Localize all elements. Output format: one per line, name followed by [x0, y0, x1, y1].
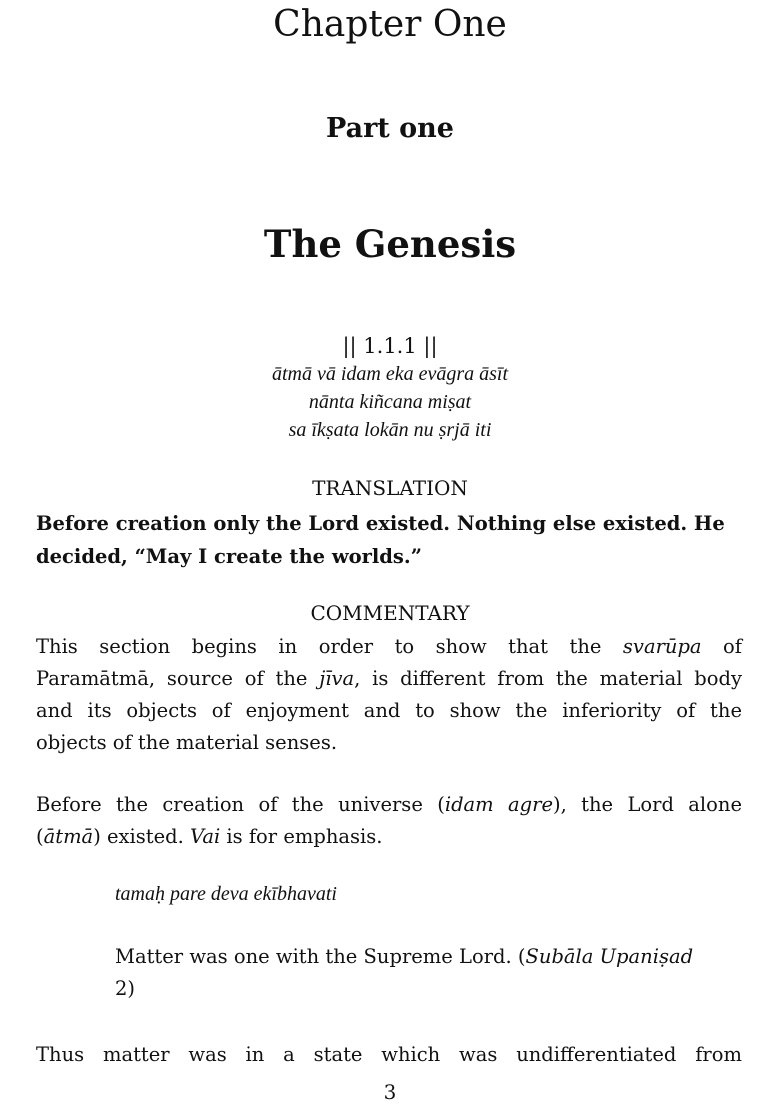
paragraph-line: and its objects of enjoyment and to show the inferiority of the [36, 699, 742, 722]
commentary-paragraph-3 [36, 1039, 742, 1071]
sanskrit-term: idam agre [444, 793, 553, 816]
verse-line-2: nānta kiñcana miṣat [308, 391, 472, 413]
paragraph-line: Thus matter was in a state which was undifferentiated from [36, 1043, 742, 1066]
section-title: The Genesis [263, 222, 517, 266]
text-run: ) existed. [93, 825, 191, 848]
commentary-paragraph-1 [36, 631, 742, 759]
text-run: , is different from the material body [354, 667, 742, 690]
translation-text [36, 507, 744, 573]
paragraph-line [36, 821, 742, 853]
paragraph-line [36, 789, 742, 821]
paragraph-line: 2) [115, 977, 136, 1000]
sanskrit-verse [0, 332, 780, 444]
verse-line-1: ātmā vā idam eka evāgra āsīt [271, 363, 509, 385]
translation-heading: TRANSLATION [312, 476, 468, 500]
sanskrit-term: ātmā [43, 825, 94, 848]
sanskrit-term: Vai [190, 825, 221, 848]
text-run: of [701, 635, 743, 658]
part-title: Part one [326, 113, 454, 144]
sanskrit-term: svarūpa [622, 635, 702, 658]
verse-line-3: sa īkṣata lokān nu ṣrjā iti [288, 419, 492, 441]
paragraph-line [36, 663, 742, 695]
translation-line-1: Before creation only the Lord existed. Nothing else existed. He [36, 512, 725, 535]
text-run: Before the creation of the universe ( [36, 793, 445, 816]
text-run: ( [36, 825, 44, 848]
text-run: is for emphasis. [220, 825, 383, 848]
commentary-heading: COMMENTARY [310, 601, 470, 625]
sanskrit-term: jīva [319, 667, 355, 690]
source-title: Subāla Upaniṣad [525, 945, 694, 968]
text-run: ), the Lord alone [553, 793, 743, 816]
quote-translation [115, 941, 745, 1005]
paragraph-line [115, 941, 745, 973]
commentary-paragraph-2 [36, 789, 742, 853]
page-number: 3 [383, 1080, 397, 1104]
text-run: Paramātmā, source of the [36, 667, 320, 690]
paragraph-line: objects of the material senses. [36, 731, 338, 754]
verse-number: || 1.1.1 || [342, 334, 438, 358]
paragraph-line [36, 631, 742, 663]
text-run: This section begins in order to show that the [36, 635, 623, 658]
text-run: Matter was one with the Supreme Lord. ( [115, 945, 526, 968]
quoted-verse: tamaḥ pare deva ekībhavati [115, 883, 337, 905]
chapter-title: Chapter One [273, 4, 507, 45]
translation-line-2: decided, “May I create the worlds.” [36, 545, 422, 568]
